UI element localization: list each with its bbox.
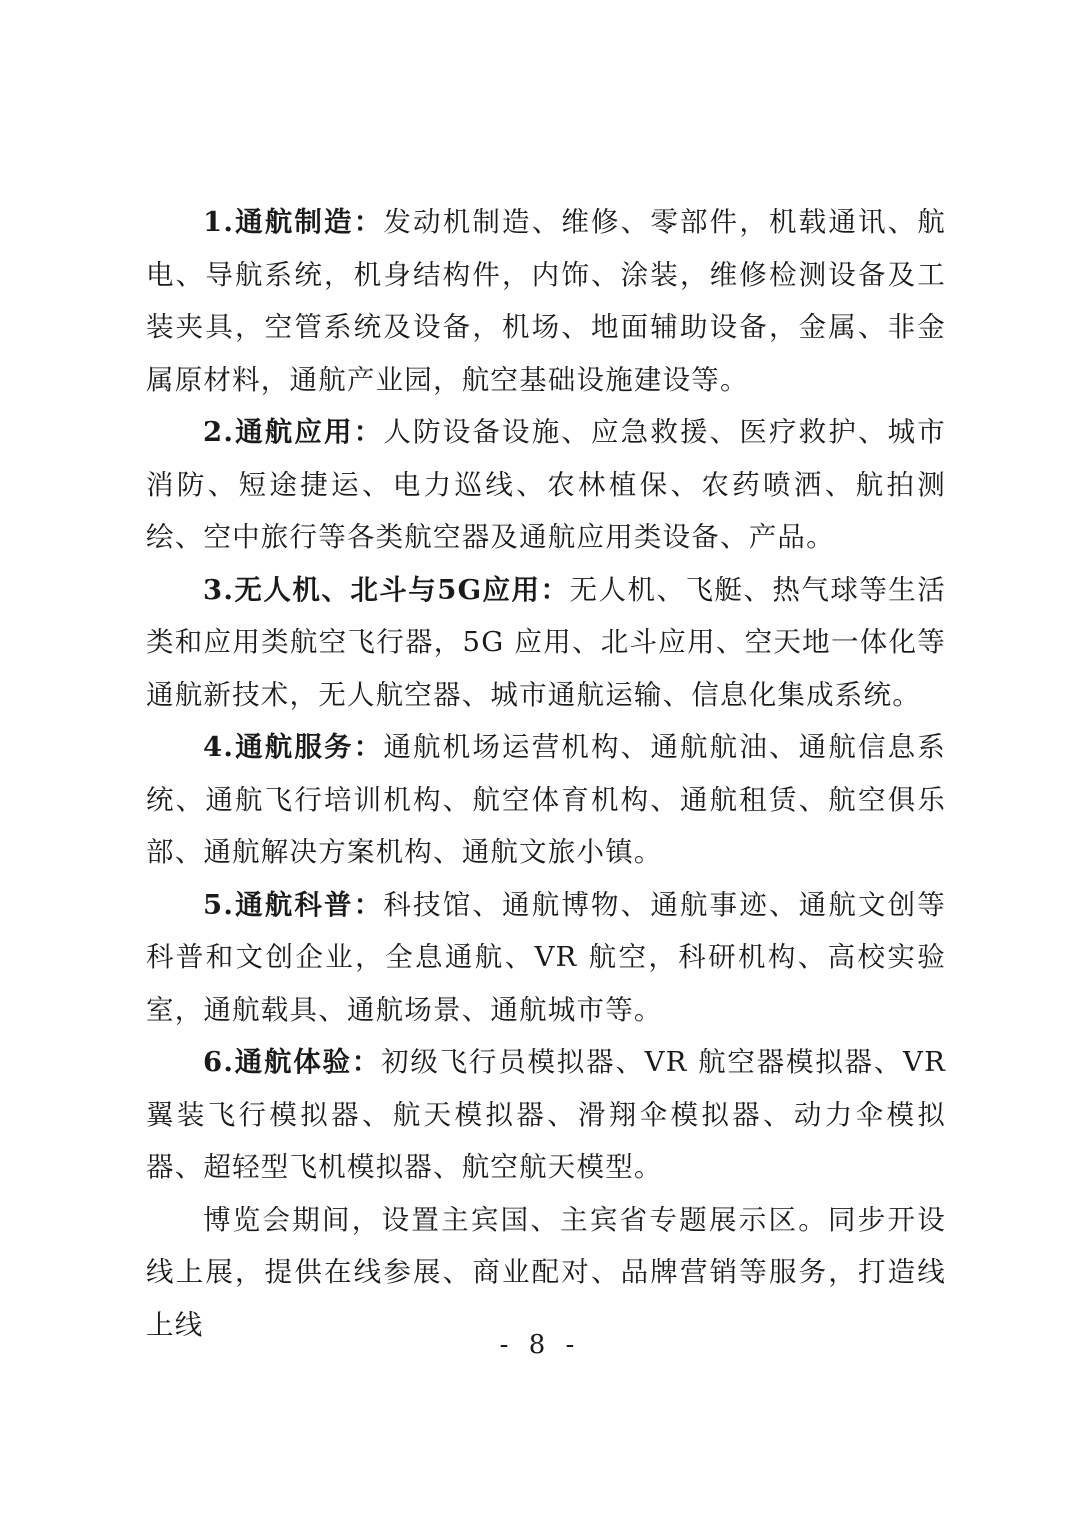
paragraph-text: 初级飞行员模拟器、VR 航空器模拟器、VR 翼装飞行模拟器、航天模拟器、滑翔伞模拟器、动力伞模拟器、超轻型飞机模拟器、航空航天模型。 bbox=[146, 1046, 947, 1183]
paragraph-heading: 4.通航服务： bbox=[203, 731, 384, 763]
paragraph-drones-beidou-5g bbox=[146, 564, 946, 722]
page-number: - 8 - bbox=[499, 1330, 581, 1360]
paragraph-services bbox=[146, 721, 946, 879]
paragraph-text: 无人机、飞艇、热气球等生活类和应用类航空飞行器，5G 应用、北斗应用、空天地一体化等通航新技术，无人航空器、城市通航运输、信息化集成系统。 bbox=[146, 573, 946, 711]
paragraph-text: 通航机场运营机构、通航航油、通航信息系统、通航飞行培训机构、航空体育机构、通航租赁、航空俱乐部、通航解决方案机构、通航文旅小镇。 bbox=[146, 731, 946, 868]
paragraph-experience bbox=[146, 1036, 946, 1194]
paragraph-science-popularization bbox=[146, 879, 946, 1037]
paragraph-text: 科技馆、通航博物、通航事迹、通航文创等科普和文创企业，全息通航、VR 航空，科研机构、高校实验室，通航载具、通航场景、通航城市等。 bbox=[146, 888, 946, 1026]
paragraph-heading: 6.通航体验： bbox=[203, 1046, 382, 1078]
paragraph-text: 人防设备设施、应急救援、医疗救护、城市消防、短途捷运、电力巡线、农林植保、农药喷洒、航拍测绘、空中旅行等各类航空器及通航应用类设备、产品。 bbox=[146, 416, 946, 553]
paragraph-manufacturing bbox=[146, 196, 946, 406]
paragraph-heading: 5.通航科普： bbox=[203, 888, 384, 921]
paragraph-heading: 3.无人机、北斗与5G应用： bbox=[203, 573, 570, 606]
paragraph-heading: 2.通航应用： bbox=[203, 416, 384, 448]
paragraph-text: 发动机制造、维修、零部件，机载通讯、航电、导航系统，机身结构件，内饰、涂装，维修检测设备及工装夹具，空管系统及设备，机场、地面辅助设备，金属、非金属原材料，通航产业园，航空基础设施建设等。 bbox=[146, 206, 946, 396]
paragraph-application bbox=[146, 406, 946, 564]
paragraph-text: 博览会期间，设置主宾国、主宾省专题展示区。同步开设线上展，提供在线参展、商业配对、品牌营销等服务，打造线上线 bbox=[146, 1203, 946, 1341]
document-body bbox=[146, 196, 946, 1351]
paragraph-expo-period bbox=[146, 1194, 946, 1352]
paragraph-heading: 1.通航制造： bbox=[203, 206, 384, 238]
